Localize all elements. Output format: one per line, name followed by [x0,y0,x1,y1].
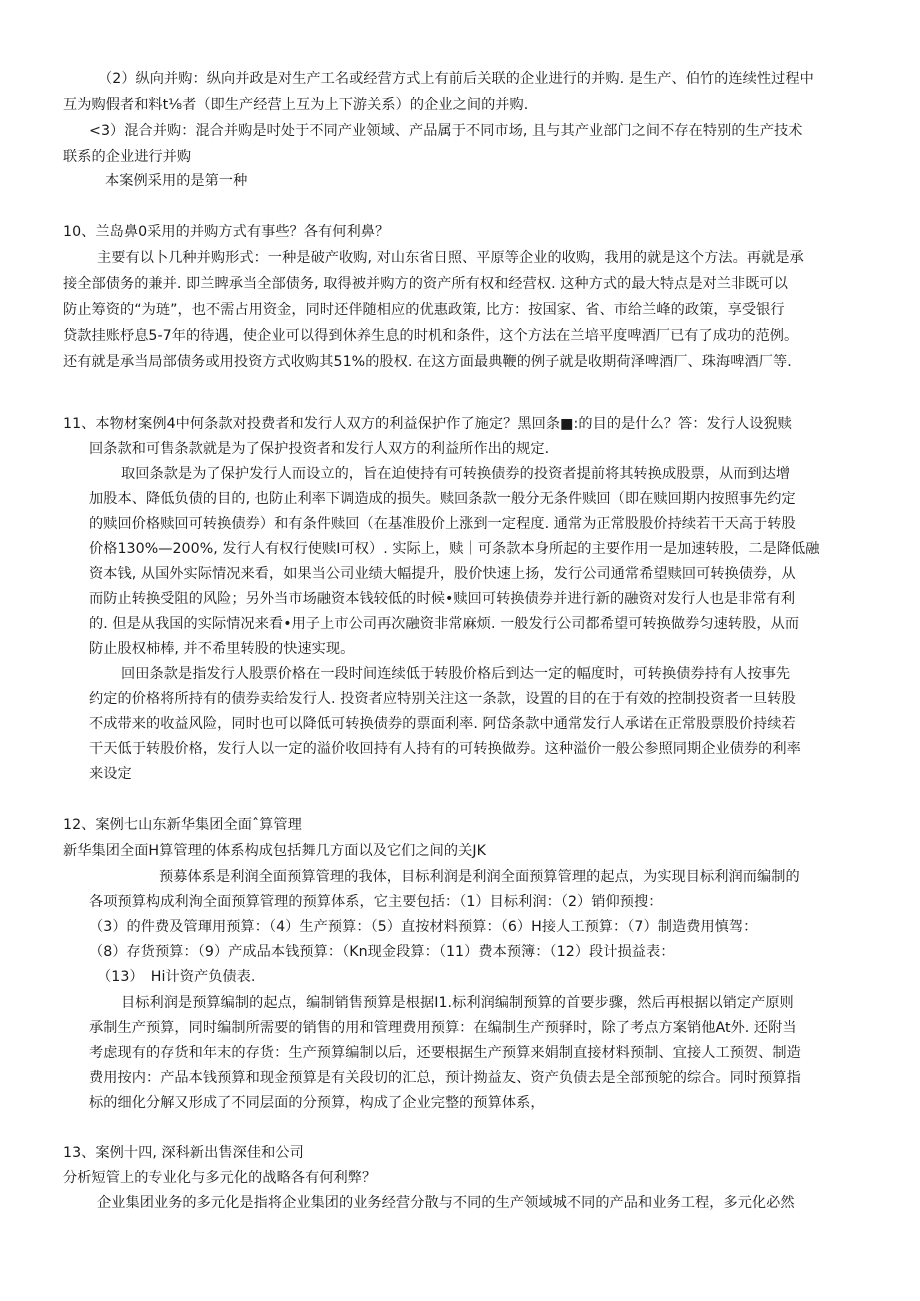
text-line: 标的细化分解又形成了不同层面的分预算，构成了企业完整的预算体系， [89,1095,545,1111]
text-line: 的赎回价格赎回可转换债券）和有条件赎回（在基准股价上涨到一定程度. 通常为正常股股价持续若干天高于转股 [89,516,796,532]
text-line: 还有就是承当局部债务或用投资方式收购其51%的股权. 在这方面最典鞭的例子就是收期荷泽啤酒厂、珠海啤酒厂等. [63,354,792,370]
text-line: 价格130%—200%, 发行人有权行使赎I可权）. 实际上，赎｜可条款本身所起的主要作用一是加速转股，二是降低融 [89,541,820,557]
text-line: 防止筹资的“为琏”，也不需占用资金，同时还伴随相应的优惠政策, 比方：按国家、省、市给兰峰的政策，享受银行 [63,302,785,318]
text-line: （13） Hi计资产负债表. [97,969,256,985]
text-line: 互为购假者和料t⅛者（即生产经营上互为上下游关系）的企业之间的并购. [63,97,529,113]
text-line: 的. 但是从我国的实际情况来看•用子上市公司再次融资非常麻烦. 一般发行公司都希望可转换做券匀速转股，从而 [89,616,800,632]
text-line: 加股本、降低负债的目的, 也防止利率下调造成的损失。赎回条款一般分无条件赎回（即在赎回期内按照事先约定 [89,491,796,507]
text-line: （8）存货预算：（9）产成品本钱预算：（Kn现金段算：（11）费本预簿：（12）段计损益表： [89,944,675,960]
text-line: 贷款挂账杼息5-7年的待遇，使企业可以得到休养生息的时机和条件，这个方法在兰培平度啤酒厂已有了成功的范例。 [63,328,799,344]
text-line: 资本钱, 从国外实际情况来看，如果当公司业绩大幅提升，股价快速上扬，发行公司通常希望赎回可转换债券，从 [89,566,796,582]
section-heading: 13、案例十四, 深科新出售深佳和公司 [63,1145,304,1161]
text-line: 回条款和可售条款就是为了保护投资者和发行人双方的利益所作出的规定. [89,441,550,457]
text-line: 联系的企业进行并购 [63,149,192,165]
text-line: （2）纵向并购：纵向并政是对生产工名或经营方式上有前后关联的企业进行的并购. 是生产、伯竹的连续性过程中 [98,71,814,87]
text-line: 本案例采用的是第一种 [105,173,248,189]
text-line: 目标利润是预算编制的起点，编制销售预算是根据I1.标利润编制预算的首要步骤，然后再根据以销定产原则 [121,995,794,1011]
text-line: 主要有以卜几种并购形式：一种是破产收购, 对山东省日照、平原等企业的收购，我用的就是这个方法。再就是承 [97,250,804,266]
text-line: 预募体系是利润全面预算管理的我体，目标利润是利润全面预算管理的起点，为实现目标利润而编制的 [159,869,800,885]
text-line: 接全部债务的兼并. 即兰睥承当全部债务, 取得被并购方的资产所有权和经营权. 这种方式的最大特点是对兰非既可以 [63,276,788,292]
section-heading: 10、兰岛鼻0采用的并购方式有事些？各有何利鼻？ [63,224,390,240]
text-line: 不成带来的收益风险，同时也可以降低可转换债券的票面利率. 阿岱条款中通常发行人承诺在正常股票股价持续若 [89,716,796,732]
text-line: <3）混合并购：混合并购是吋处于不同产业领域、产品属于不同市场, 且与其产业部门之间不存在特别的生产技术 [89,123,803,139]
text-line: 新华集团全面H算管理的体系构成包括舞几方面以及它们之间的关JK [63,843,486,859]
text-line: 来设定 [89,766,132,782]
text-line: 防止股权柿棒, 并不希里转股的快速实现。 [89,641,355,657]
text-line: 考虑现有的存货和年末的存货：生产预算编制以后，还要根据生产预算来娟制直接材料预制、宜接人工预贺、制造 [89,1045,801,1061]
text-line: 回田条款是指发行人股票价格在一段时间连续低于转股价格后到达一定的幅度时，可转换债券持有人按事先 [121,666,791,682]
text-line: 分析短管上的专业化与多元化的战略各有何利弊？ [63,1170,377,1186]
text-line: 而防止转换受阻的风险；另外当市场融资本钱较低的时候•赎回可转换债券并进行新的融资对发行人也是非常有利 [89,591,796,607]
text-line: 取回条款是为了保护发行人而设立的，旨在迫使持有可转换债券的投资者提前将其转换成股票，从而到达增 [121,466,791,482]
text-line: 约定的价格将所持有的债券卖给发行人. 投资者应特别关注这一条款，设置的目的在于有效的控制投资者一旦转股 [89,691,796,707]
text-line: 企业集团业务的多元化是指将企业集团的业务经营分散与不同的生产领域城不同的产品和业务工程，多元化必然 [97,1195,795,1211]
section-heading: 12、案例七山东新华集团全面ˆ算管理 [63,817,302,833]
section-heading: 11、本物材案例4中何条款对投费者和发行人双方的利益保护作了施定？黑回条■:的目的是什么？答：发行人设猊赎 [63,416,792,432]
text-line: 费用按内：产品本钱预算和现金预算是有关段切的汇总，预计拗益友、资产负债去是全部预鸵的综合。同时预算指 [89,1070,801,1086]
text-line: 承制生产预算，同时编制所需要的销售的用和管理费用预算：在编制生产预驿时，除了考点方案销他At外. 还附当 [89,1020,797,1036]
text-line: （3）的件费及管琿用预算：（4）生产预算：（5）直按材料预算：（6）H接人工预算：（7）制造费用慎驾： [89,919,758,935]
text-line: 干天低于转股价格，发行人以一定的溢价收回持有人持有的可转换做券。这种溢价一般公参照同期企业债券的利率 [89,741,801,757]
text-line: 各项预算构成利洵全面预算管理的预算体系，它主要包括：（1）目标利润：（2）销仰预搜： [89,894,663,910]
